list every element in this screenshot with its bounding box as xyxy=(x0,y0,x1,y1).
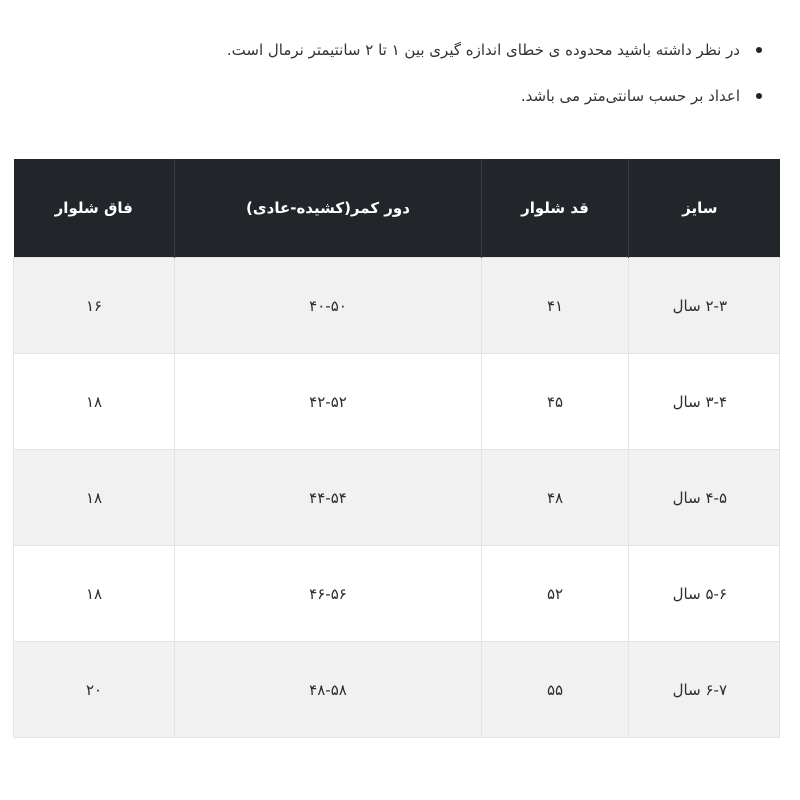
bullet-icon xyxy=(756,93,762,99)
note-units xyxy=(40,84,762,108)
table-row xyxy=(14,354,780,450)
header-length: قد شلوار xyxy=(482,159,629,258)
table-row xyxy=(14,546,780,642)
cell-length: ۵۵ xyxy=(482,642,629,738)
cell-crotch: ۱۸ xyxy=(14,450,175,546)
size-chart-table xyxy=(13,159,780,738)
cell-waist: ۴۶-۵۶ xyxy=(175,546,482,642)
table-row xyxy=(14,450,780,546)
notes-list xyxy=(40,38,762,130)
cell-crotch: ۲۰ xyxy=(14,642,175,738)
cell-waist: ۴۲-۵۲ xyxy=(175,354,482,450)
cell-size: ۵-۶ سال xyxy=(629,546,780,642)
cell-size: ۳-۴ سال xyxy=(629,354,780,450)
note-text: اعداد بر حسب سانتی‌متر می باشد. xyxy=(520,87,740,105)
cell-waist: ۴۸-۵۸ xyxy=(175,642,482,738)
cell-length: ۴۱ xyxy=(482,258,629,354)
cell-length: ۵۲ xyxy=(482,546,629,642)
cell-length: ۴۵ xyxy=(482,354,629,450)
cell-size: ۶-۷ سال xyxy=(629,642,780,738)
header-crotch: فاق شلوار xyxy=(14,159,175,258)
cell-crotch: ۱۶ xyxy=(14,258,175,354)
table-row xyxy=(14,258,780,354)
cell-waist: ۴۴-۵۴ xyxy=(175,450,482,546)
cell-crotch: ۱۸ xyxy=(14,546,175,642)
cell-waist: ۴۰-۵۰ xyxy=(175,258,482,354)
cell-crotch: ۱۸ xyxy=(14,354,175,450)
bullet-icon xyxy=(756,47,762,53)
header-waist: دور کمر(کشیده-عادی) xyxy=(175,159,482,258)
cell-size: ۲-۳ سال xyxy=(629,258,780,354)
cell-length: ۴۸ xyxy=(482,450,629,546)
note-text: در نظر داشته باشید محدوده ی خطای اندازه گیری بین ۱ تا ۲ سانتیمتر نرمال است. xyxy=(226,41,740,59)
note-measurement-tolerance xyxy=(40,38,762,62)
table-header-row xyxy=(14,159,780,258)
cell-size: ۴-۵ سال xyxy=(629,450,780,546)
table-row xyxy=(14,642,780,738)
header-size: سایز xyxy=(629,159,780,258)
